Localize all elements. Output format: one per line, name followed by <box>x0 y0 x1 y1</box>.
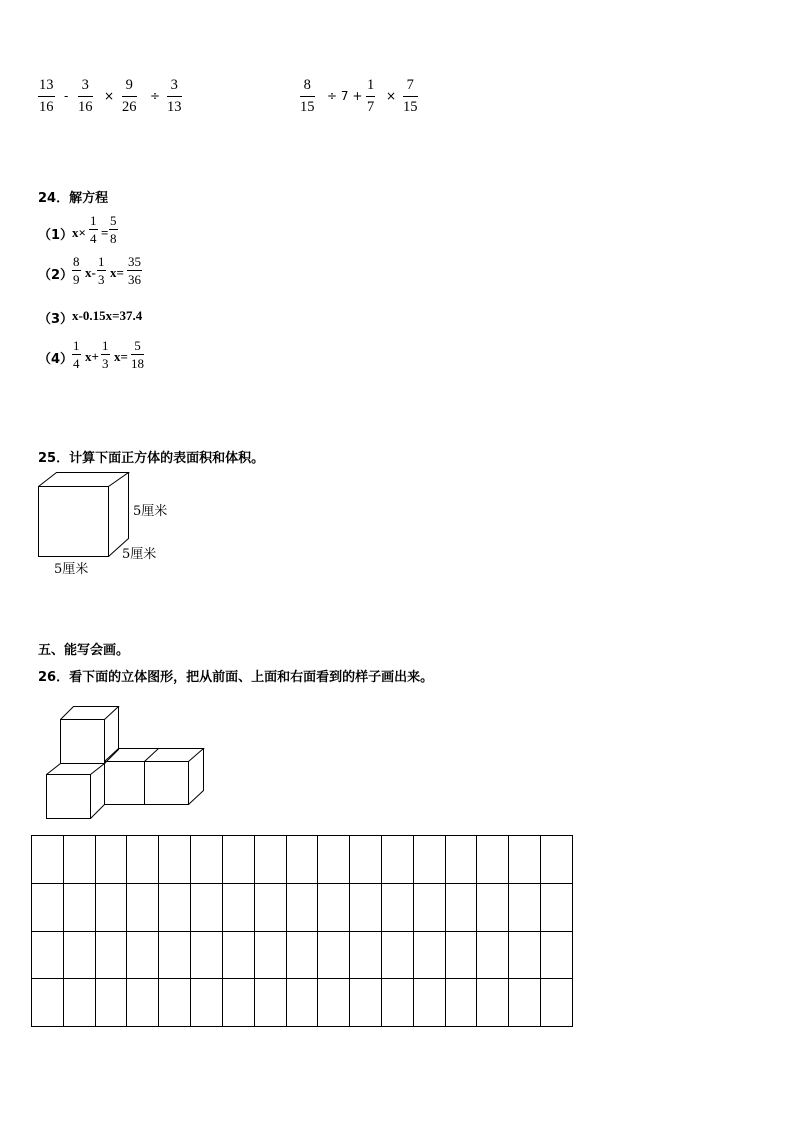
cube-bottom-left <box>47 764 105 819</box>
grid-cell <box>95 979 127 1027</box>
equation-4-term: x= <box>114 349 128 364</box>
grid-cell <box>509 979 541 1027</box>
grid-cell <box>127 836 159 884</box>
fraction: 5 18 <box>131 338 144 371</box>
cube-diagram <box>36 472 136 560</box>
operator: ÷ <box>150 89 161 103</box>
grid-cell <box>254 883 286 931</box>
grid-cell <box>32 836 64 884</box>
equation-1-term: x× <box>72 225 86 240</box>
grid-cell <box>541 836 573 884</box>
fraction: 1 7 <box>367 77 375 115</box>
grid-cell <box>381 836 413 884</box>
grid-cell <box>191 931 223 979</box>
grid-cell <box>477 931 509 979</box>
grid-cell <box>318 836 350 884</box>
fraction: 8 9 <box>73 254 80 287</box>
fraction: 13 16 <box>39 77 54 115</box>
grid-cell <box>381 979 413 1027</box>
grid-cell <box>381 931 413 979</box>
grid-cell <box>95 931 127 979</box>
grid-cell <box>95 883 127 931</box>
grid-cell <box>541 979 573 1027</box>
grid-cell <box>477 883 509 931</box>
equation-2-term: x- <box>85 265 96 280</box>
grid-cell <box>222 883 254 931</box>
grid-cell <box>127 931 159 979</box>
cube-width-label: 5厘米 <box>54 562 89 577</box>
cube-depth-label: 5厘米 <box>122 547 157 562</box>
cube-height-label: 5厘米 <box>133 504 168 519</box>
fraction: 5 8 <box>110 213 117 246</box>
grid-cell <box>286 979 318 1027</box>
grid-cell <box>191 883 223 931</box>
grid-cell <box>445 979 477 1027</box>
operator: ÷ 7 + <box>327 89 363 103</box>
grid-cell <box>477 836 509 884</box>
grid-cell <box>350 883 382 931</box>
grid-cell <box>254 836 286 884</box>
grid-cell <box>413 836 445 884</box>
grid-cell <box>350 931 382 979</box>
fraction: 35 36 <box>128 254 141 287</box>
cube-back-right <box>145 749 204 805</box>
operator: × <box>386 89 397 103</box>
grid-cell <box>159 931 191 979</box>
grid-cell <box>445 883 477 931</box>
equation-2-term: x= <box>110 265 124 280</box>
fraction: 9 26 <box>122 77 137 115</box>
grid-cell <box>63 979 95 1027</box>
grid-cell <box>254 931 286 979</box>
grid-cell <box>413 931 445 979</box>
grid-cell <box>63 883 95 931</box>
grid-row <box>32 931 573 979</box>
grid-cell <box>222 979 254 1027</box>
grid-cell <box>222 836 254 884</box>
grid-cell <box>63 931 95 979</box>
grid-cell <box>159 836 191 884</box>
grid-cell <box>222 931 254 979</box>
grid-cell <box>445 931 477 979</box>
cube-top-left <box>61 707 119 764</box>
grid-cell <box>318 883 350 931</box>
cube-top-face <box>39 473 129 487</box>
grid-cell <box>191 979 223 1027</box>
grid-cell <box>286 836 318 884</box>
grid-cell <box>318 979 350 1027</box>
grid-cell <box>32 883 64 931</box>
equals-sign: = <box>101 225 109 240</box>
problem-24-title: 24．解方程 <box>38 191 109 206</box>
grid-cell <box>191 836 223 884</box>
grid-cell <box>509 836 541 884</box>
fraction: 8 15 <box>300 77 315 115</box>
grid-cell <box>32 931 64 979</box>
grid-cell <box>350 836 382 884</box>
grid-cell <box>477 979 509 1027</box>
section-5-title: 五、能写会画。 <box>38 643 130 658</box>
grid-cell <box>509 883 541 931</box>
problem-25-title: 25．计算下面正方体的表面积和体积。 <box>38 451 265 466</box>
equation-2-label: （2） <box>38 268 74 283</box>
grid-cell <box>127 979 159 1027</box>
grid-cell <box>63 836 95 884</box>
problem-26-title: 26．看下面的立体图形，把从前面、上面和右面看到的样子画出来。 <box>38 670 434 685</box>
cube-front-face <box>39 487 109 557</box>
grid-cell <box>286 883 318 931</box>
fraction: 3 16 <box>78 77 93 115</box>
grid-cell <box>32 979 64 1027</box>
grid-row <box>32 836 573 884</box>
grid-cell <box>95 836 127 884</box>
fraction: 1 4 <box>73 338 80 371</box>
fraction: 1 3 <box>102 338 109 371</box>
equation-3-text: x-0.15x=37.4 <box>72 308 143 323</box>
grid-cell <box>286 931 318 979</box>
operator: - <box>64 89 69 103</box>
fraction: 1 4 <box>90 213 97 246</box>
cube-back-middle <box>105 749 159 805</box>
grid-cell <box>509 931 541 979</box>
grid-cell <box>159 979 191 1027</box>
equation-3-label: （3） <box>38 312 74 327</box>
operator: × <box>104 89 115 103</box>
fraction: 7 15 <box>403 77 418 115</box>
stacked-cubes-figure <box>44 705 208 821</box>
grid-cell <box>413 979 445 1027</box>
grid-cell <box>413 883 445 931</box>
grid-cell <box>254 979 286 1027</box>
grid-cell <box>381 883 413 931</box>
grid-row <box>32 883 573 931</box>
grid-cell <box>318 931 350 979</box>
grid-cell <box>127 883 159 931</box>
grid-cell <box>541 883 573 931</box>
equation-4-term: x+ <box>85 349 99 364</box>
grid-cell <box>541 931 573 979</box>
grid-cell <box>350 979 382 1027</box>
fraction: 1 3 <box>98 254 105 287</box>
grid-row <box>32 979 573 1027</box>
equation-1-label: （1） <box>38 228 74 243</box>
fraction: 3 13 <box>167 77 182 115</box>
equation-4-label: （4） <box>38 352 74 367</box>
grid-cell <box>445 836 477 884</box>
drawing-grid <box>31 835 573 1027</box>
grid-cell <box>159 883 191 931</box>
